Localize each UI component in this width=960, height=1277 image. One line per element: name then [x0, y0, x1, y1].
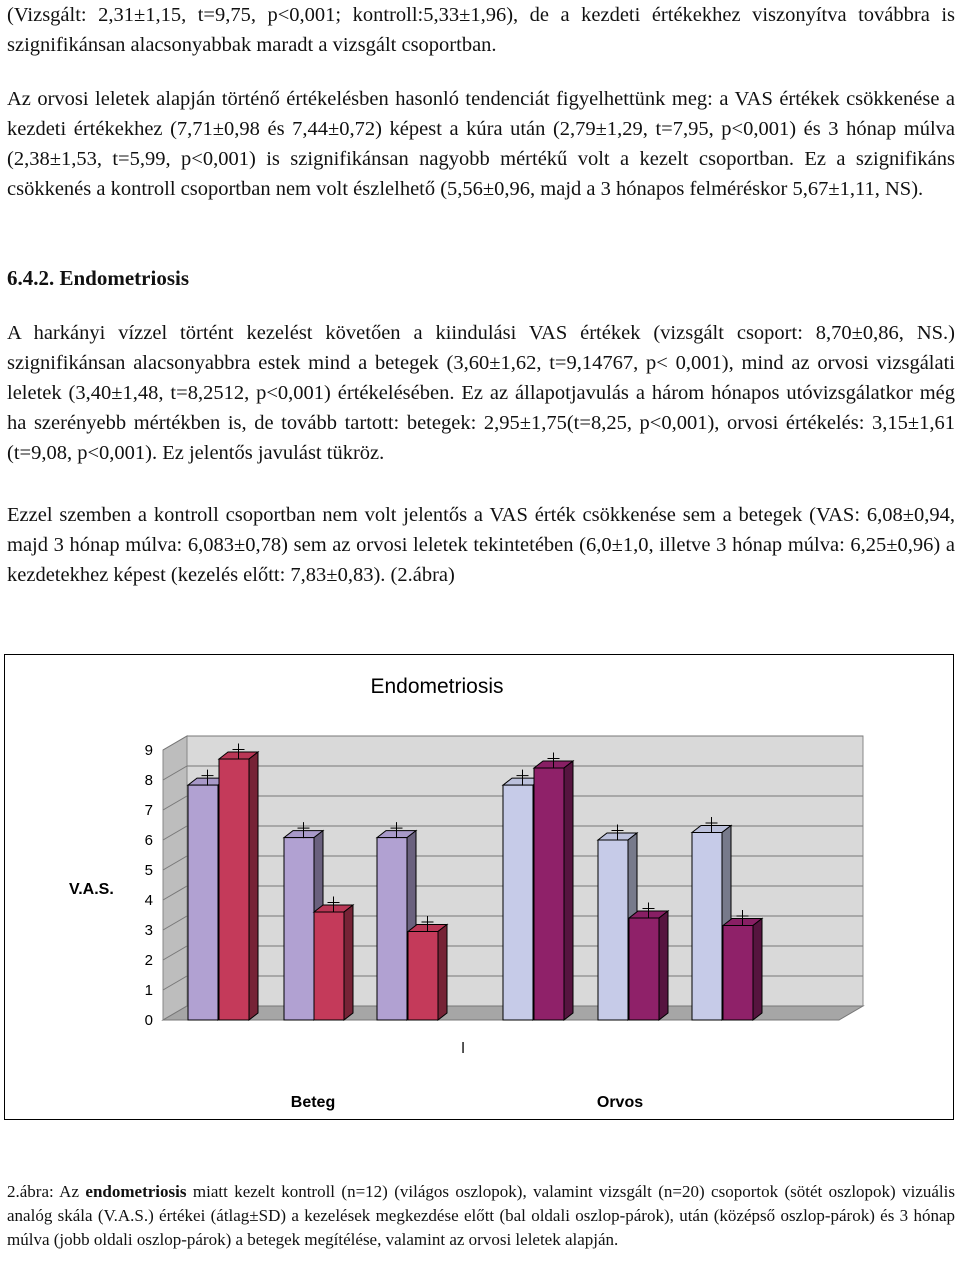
bar-front-face: [534, 768, 564, 1020]
y-tick-label: 3: [144, 922, 153, 939]
y-axis-ticks: [145, 742, 153, 1029]
bar-side-face: [344, 905, 353, 1020]
caption-prefix: 2.ábra: Az: [7, 1182, 86, 1201]
bar-side-face: [659, 911, 668, 1020]
bar-treated: [408, 916, 447, 1020]
bar-front-face: [692, 833, 722, 1021]
bar-side-face: [753, 919, 762, 1021]
y-tick-label: 0: [144, 1012, 153, 1029]
y-tick-label: 2: [144, 952, 153, 969]
y-tick-label: 6: [144, 832, 153, 849]
endometriosis-chart: [5, 655, 953, 1119]
bar-side-face: [564, 761, 573, 1020]
paragraph-kontroll: Ezzel szemben a kontroll csoportban nem volt jelentős a VAS érték csökkenése sem a betegek (VAS: 6,08±0,94, majd 3 hónap múlva: 6,083±0,78) sem az orvosi leletek tekintetében (6,0±1,0, illetve 3 hónap múlva: 6,25±0,96) a kezdetekhez képest (kezelés előtt: 7,83±0,83). (2.ábra): [7, 504, 955, 586]
paragraph-orvosi-ertekeles: Az orvosi leletek alapján történő értékelésben hasonló tendenciát figyelhettünk meg: a VAS értékek csökkenése a kezdeti értékekhez (7,71±0,98 és 7,44±0,72) képest a kúra után (2,79±1,29, t=7,95, p<0,001) és 3 hónap múlva (2,38±1,53, t=5,99, p<0,001) is szignifikánsan nagyobb mértékű volt a kezelt csoportban. Ez a szignifikáns csökkenés a kontroll csoportban nem volt észlelhető (5,56±0,96, majd a 3 hónapos felméréskor 5,67±1,11, NS).: [7, 88, 955, 200]
bar-side-face: [438, 925, 447, 1021]
chart-frame: [4, 654, 954, 1120]
bar-treated: [219, 744, 258, 1021]
chart-title: Endometriosis: [370, 675, 504, 698]
x-group-label: Beteg: [290, 1094, 336, 1111]
caption-text: miatt kezelt kontroll (n=12) (világos oszlopok), valamint vizsgált (n=20) csoportok (sötét oszlopok) vizuális analóg skála (V.A.S.) értékei (átlag±SD) a kezelések megkezdése előtt (bal oldali oszlop-párok), után (középső oszlop-párok) és 3 hónap múlva (jobb oldali oszlop-párok) a betegek megítélése, valamint az orvosi leletek alapján.: [7, 1182, 955, 1249]
figure-caption: [7, 1180, 955, 1252]
y-tick-label: 4: [144, 892, 153, 909]
bar-front-face: [629, 918, 659, 1020]
bar-treated: [314, 897, 353, 1021]
bar-front-face: [188, 785, 218, 1020]
bar-treated: [629, 903, 668, 1021]
bar-front-face: [723, 926, 753, 1021]
section-heading: 6.4.2. Endometriosis: [7, 266, 190, 290]
bar-front-face: [408, 932, 438, 1021]
bar-treated: [534, 753, 573, 1021]
bar-front-face: [598, 840, 628, 1020]
caption-bold-term: endometriosis: [85, 1182, 187, 1201]
x-axis-group-labels: [291, 1040, 643, 1111]
group-separator-label: l: [461, 1040, 465, 1057]
paragraph-intro: (Vizsgált: 2,31±1,15, t=9,75, p<0,001; kontroll:5,33±1,96), de a kezdeti értékekhez viszonyítva továbbra is szignifikánsan alacsonyabbak maradt a vizsgált csoportban.: [7, 4, 955, 56]
bar-front-face: [314, 912, 344, 1020]
y-tick-label: 7: [144, 802, 153, 819]
bar-side-face: [249, 752, 258, 1020]
y-tick-label: 9: [144, 742, 153, 759]
paragraph-endometriosis: A harkányi vízzel történt kezelést követően a kiindulási VAS értékek (vizsgált csoport: 8,70±0,86, NS.) szignifikánsan alacsonyabbra estek mind a betegek (3,60±1,62, t=9,14767, p< 0,001), mind az orvosi vizsgálati leletek (3,40±1,48, t=8,2512, p<0,001) értékelésében. Ez az állapotjavulás a három hónapos utóvizsgálatkor még ha szerényebb mértékben is, de tovább tartott: betegek: 2,95±1,75(t=8,25, p<0,001), orvosi értékelés: 3,15±1,61 (t=9,08, p<0,001). Ez jelentős javulást tükröz.: [7, 322, 955, 464]
y-tick-label: 8: [144, 772, 153, 789]
y-tick-label: 5: [144, 862, 153, 879]
bar-front-face: [503, 785, 533, 1020]
bar-front-face: [219, 759, 249, 1020]
bar-front-face: [377, 838, 407, 1020]
chart-side-wall: [163, 736, 187, 1020]
bar-front-face: [284, 838, 314, 1020]
y-axis-label: V.A.S.: [69, 881, 114, 898]
y-tick-label: 1: [144, 982, 153, 999]
x-group-label: Orvos: [596, 1094, 644, 1111]
bar-treated: [723, 910, 762, 1020]
